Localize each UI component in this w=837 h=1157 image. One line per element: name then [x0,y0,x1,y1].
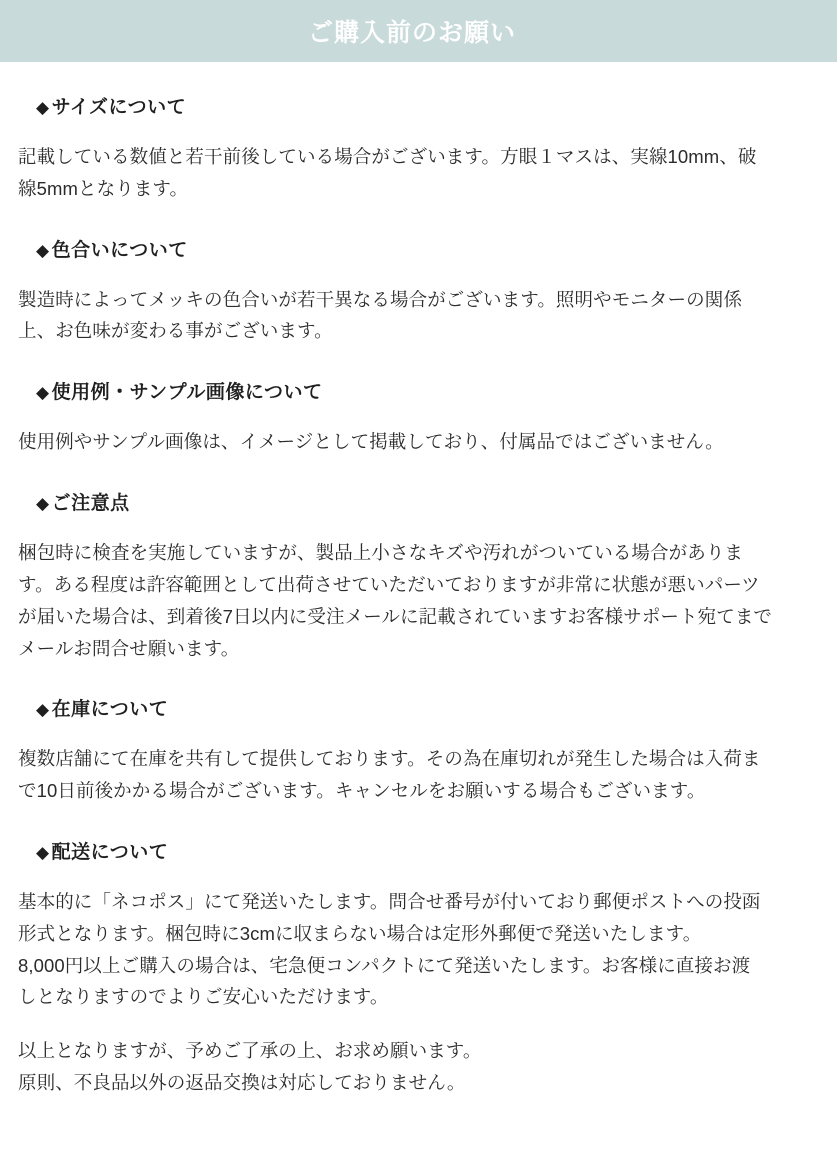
section-color [18,235,819,348]
diamond-icon: ◆ [36,842,50,862]
spacer [18,347,819,377]
spacer [18,1013,819,1035]
spacer [18,807,819,837]
page-header-band [0,0,837,62]
body-line: メールお問合せ願います。 [18,637,240,659]
section-heading [18,837,819,864]
closing-line: 原則、不良品以外の返品交換は対応しておりません。 [18,1072,466,1093]
section-body [18,743,819,807]
section-stock [18,694,819,807]
spacer [18,458,819,488]
spacer [18,721,819,743]
body-line: が届いた場合は、到着後7日以内に受注メールに記載されていますお客様サポート宛てまで [18,605,773,627]
section-heading [18,235,819,262]
section-size [18,92,819,205]
body-line: 上、お色味が変わる事がございます。 [18,320,333,342]
section-heading [18,694,819,721]
notice-content [0,62,837,1099]
section-heading [18,488,819,515]
body-line: 製造時によってメッキの色合いが若干異なる場合がございます。照明やモニターの関係 [18,288,742,310]
section-heading-label: 配送について [51,841,169,863]
closing-note [18,1035,819,1099]
diamond-icon: ◆ [36,383,50,403]
section-body [18,141,819,205]
body-line: 基本的に「ネコポス」にて発送いたします。問合せ番号が付いており郵便ポストへの投函 [18,890,761,912]
body-line: 記載している数値と若干前後している場合がございます。方眼１マスは、実線10mm、破 [18,146,757,167]
spacer [18,664,819,694]
spacer [18,62,819,92]
section-heading-label: 使用例・サンプル画像について [51,382,323,404]
section-body [18,886,819,1013]
section-heading-label: サイズについて [51,97,187,118]
section-body [18,284,819,348]
diamond-icon: ◆ [36,98,50,117]
section-sample-images [18,377,819,458]
spacer [18,119,819,141]
diamond-icon: ◆ [36,494,50,514]
body-line: 梱包時に検査を実施していますが、製品上小さなキズや汚れがついている場合がありま [18,542,744,564]
body-line: す。ある程度は許容範囲として出荷させていただいておりますが非常に状態が悪いパーツ [18,573,760,595]
page-title: ご購入前のお願い [308,19,517,47]
body-line: 使用例やサンプル画像は、イメージとして掲載しており、付属品ではございません。 [18,431,724,453]
section-heading [18,377,819,404]
section-cautions [18,488,819,664]
section-heading [18,92,819,119]
section-body [18,426,819,458]
body-line: で10日前後かかる場合がございます。キャンセルをお願いする場合もございます。 [18,780,706,802]
spacer [18,205,819,235]
spacer [18,404,819,426]
body-line: 線5mmとなります。 [18,177,189,199]
section-heading-label: 在庫について [51,699,169,721]
section-shipping [18,837,819,1013]
diamond-icon: ◆ [36,700,50,720]
section-heading-label: 色合いについて [51,239,188,261]
spacer [18,515,819,537]
body-line: 8,000円以上ご購入の場合は、宅急便コンパクトにて発送いたします。お客様に直接お渡 [18,954,751,976]
body-line: 形式となります。梱包時に3cmに収まらない場合は定形外郵便で発送いたします。 [18,922,702,944]
section-body [18,537,819,664]
section-heading-label: ご注意点 [51,493,130,515]
diamond-icon: ◆ [36,240,50,260]
spacer [18,864,819,886]
closing-line: 以上となりますが、予めご了承の上、お求め願います。 [18,1040,482,1062]
spacer [18,262,819,284]
body-line: しとなりますのでよりご安心いただけます。 [18,986,389,1008]
body-line: 複数店舗にて在庫を共有して提供しております。その為在庫切れが発生した場合は入荷ま [18,748,761,770]
